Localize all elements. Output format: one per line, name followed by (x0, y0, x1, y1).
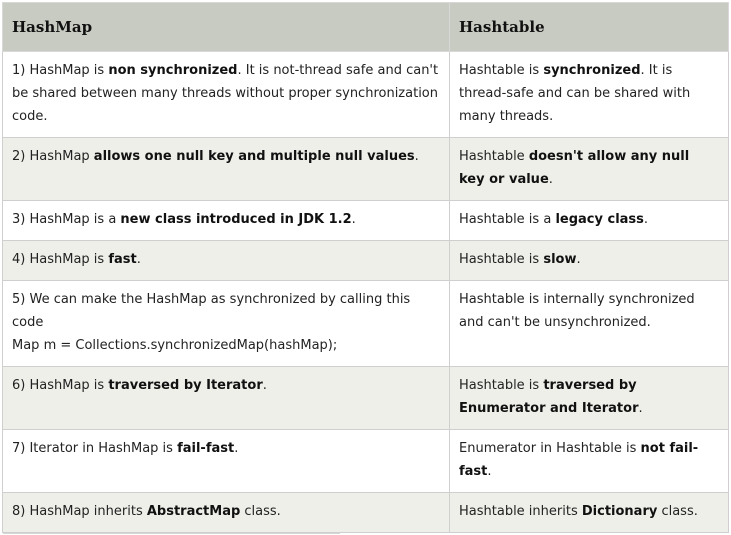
header-hashtable: Hashtable (450, 3, 729, 52)
hashmap-cell: 5) We can make the HashMap as synchronized by calling this code Map m = Collections.synchronizedMap(hashMap); (3, 281, 450, 367)
header-hashmap: HashMap (3, 3, 450, 52)
hashtable-cell: Hashtable is traversed by Enumerator and Iterator. (450, 367, 729, 430)
hashmap-cell: 1) HashMap is non synchronized. It is not-thread safe and can't be shared between many threads without proper synchronization code. (3, 52, 450, 138)
hashtable-cell: Hashtable is synchronized. It is thread-safe and can be shared with many threads. (450, 52, 729, 138)
hashtable-cell: Hashtable doesn't allow any null key or value. (450, 138, 729, 201)
header-row (3, 3, 729, 52)
hashmap-cell: 3) HashMap is a new class introduced in JDK 1.2. (3, 201, 450, 241)
hashmap-cell: 6) HashMap is traversed by Iterator. (3, 367, 450, 430)
table-row (3, 430, 729, 493)
hashtable-cell: Hashtable is a legacy class. (450, 201, 729, 241)
hashmap-cell: 7) Iterator in HashMap is fail-fast. (3, 430, 450, 493)
bottom-divider (3, 533, 340, 534)
hashtable-cell: Hashtable is internally synchronized and can't be unsynchronized. (450, 281, 729, 367)
hashtable-cell: Hashtable inherits Dictionary class. (450, 493, 729, 533)
hashtable-cell: Hashtable is slow. (450, 241, 729, 281)
hashtable-cell: Enumerator in Hashtable is not fail-fast. (450, 430, 729, 493)
hashmap-cell: 8) HashMap inherits AbstractMap class. (3, 493, 450, 533)
table-row (3, 493, 729, 533)
table-row (3, 281, 729, 367)
comparison-table (2, 2, 729, 533)
table-row (3, 52, 729, 138)
hashmap-cell: 2) HashMap allows one null key and multiple null values. (3, 138, 450, 201)
table-row (3, 241, 729, 281)
table-row (3, 367, 729, 430)
hashmap-cell: 4) HashMap is fast. (3, 241, 450, 281)
table-row (3, 138, 729, 201)
table-row (3, 201, 729, 241)
